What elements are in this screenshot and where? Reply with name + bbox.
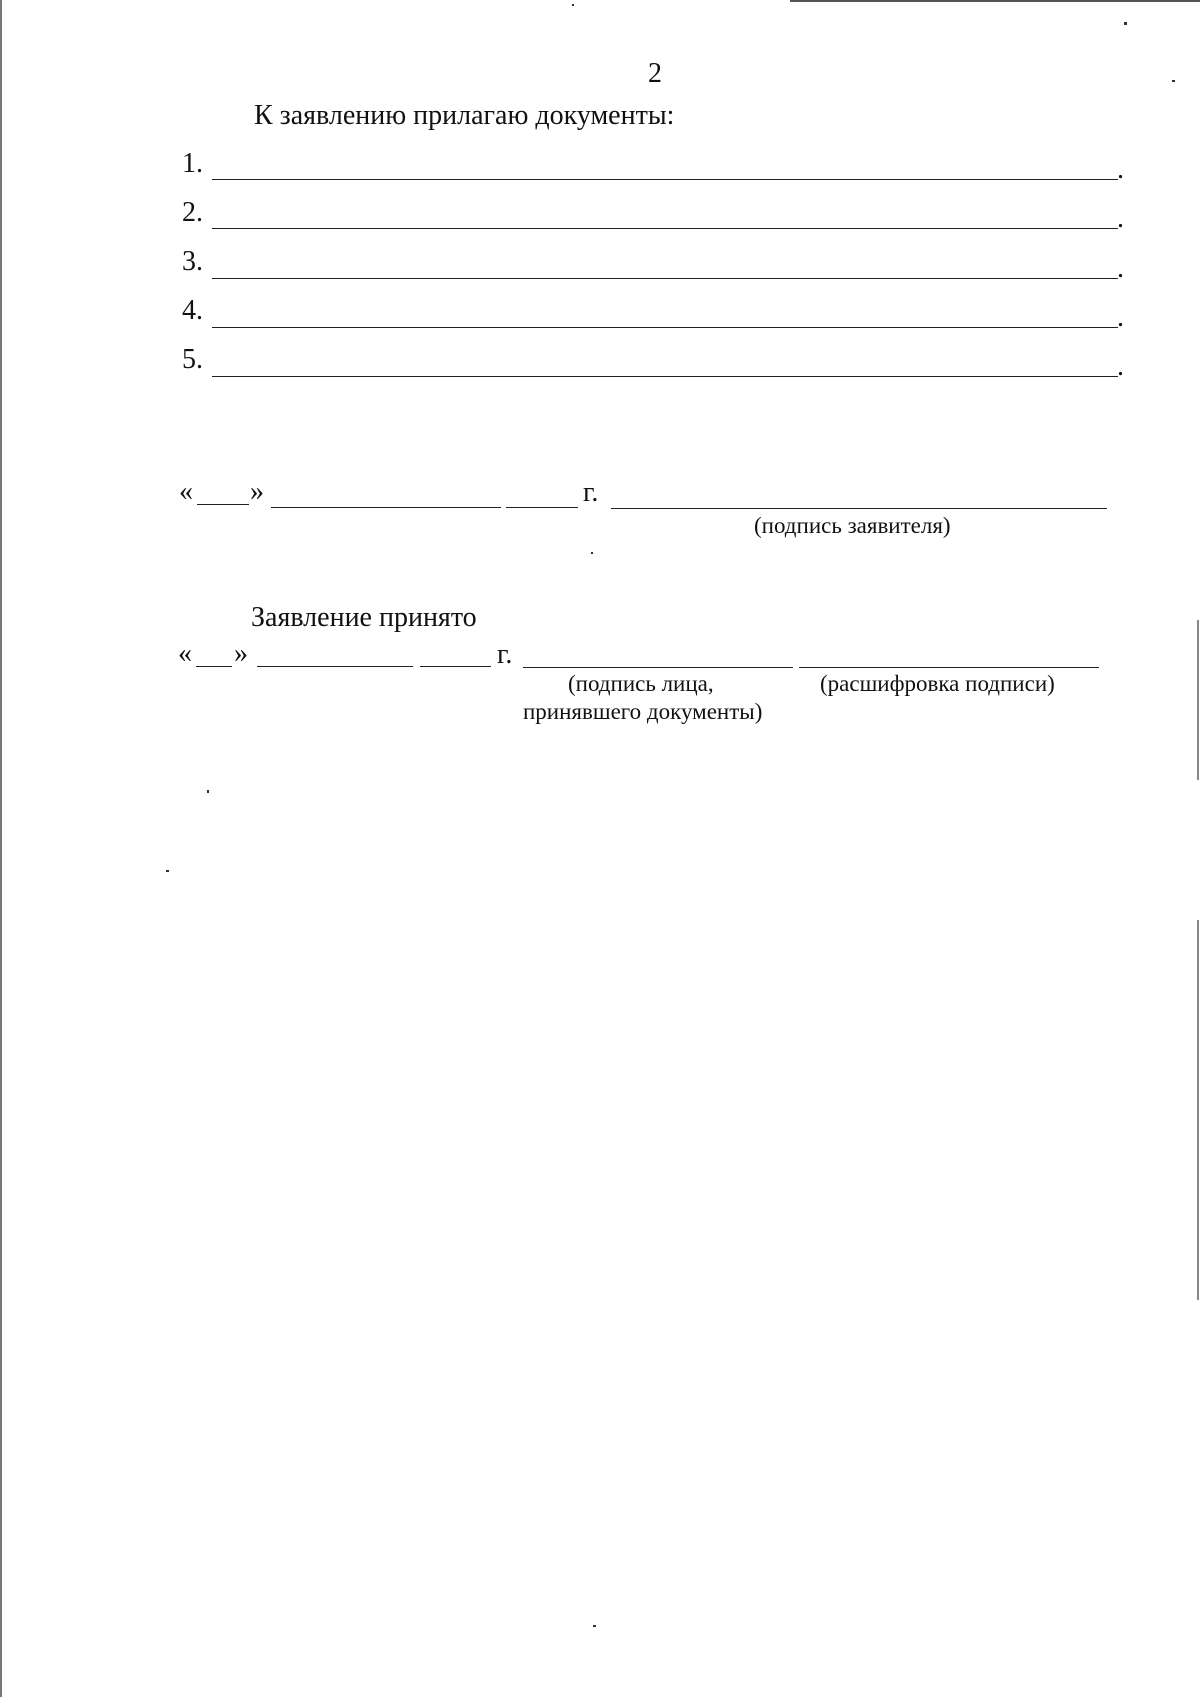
date-open-quote: « bbox=[179, 476, 193, 507]
scan-speck bbox=[1124, 22, 1127, 25]
attachment-line[interactable] bbox=[212, 228, 1118, 229]
acceptance-decoding-caption: (расшифровка подписи) bbox=[820, 671, 1055, 696]
attachment-line[interactable] bbox=[212, 278, 1118, 279]
scan-speck bbox=[593, 1625, 596, 1627]
scan-edge-right-1 bbox=[1197, 620, 1199, 780]
acceptance-month-field[interactable] bbox=[257, 666, 413, 667]
attachment-end-mark: . bbox=[1117, 154, 1124, 185]
scan-speck bbox=[166, 870, 169, 872]
attachment-end-mark: . bbox=[1117, 253, 1124, 284]
acceptance-title: Заявление принято bbox=[251, 602, 477, 633]
attachment-end-mark: . bbox=[1117, 302, 1124, 333]
attachment-line[interactable] bbox=[212, 327, 1118, 328]
scan-speck bbox=[1172, 80, 1175, 82]
acceptance-decoding-field[interactable] bbox=[799, 667, 1099, 668]
applicant-signature-field[interactable] bbox=[611, 508, 1107, 509]
acceptance-signature-caption-line2: принявшего документы) bbox=[523, 699, 763, 724]
acceptance-signature-field[interactable] bbox=[523, 667, 793, 668]
scan-edge-top-right bbox=[790, 0, 1200, 2]
attachment-line[interactable] bbox=[212, 376, 1118, 377]
attachment-end-mark: . bbox=[1117, 351, 1124, 382]
acceptance-close-quote: » bbox=[234, 638, 248, 669]
acceptance-day-field[interactable] bbox=[196, 666, 232, 667]
attachment-number: 4. bbox=[182, 295, 203, 326]
year-field[interactable] bbox=[506, 507, 578, 508]
attachment-number: 3. bbox=[182, 246, 203, 277]
scan-edge-left bbox=[0, 0, 2, 1697]
attachment-line[interactable] bbox=[212, 179, 1118, 180]
applicant-signature-caption: (подпись заявителя) bbox=[754, 513, 951, 538]
attachment-number: 1. bbox=[182, 148, 203, 179]
attachment-number: 5. bbox=[182, 344, 203, 375]
month-field[interactable] bbox=[271, 507, 501, 508]
acceptance-open-quote: « bbox=[178, 638, 192, 669]
scan-edge-right-2 bbox=[1197, 920, 1199, 1300]
scan-speck bbox=[591, 552, 593, 554]
page-number: 2 bbox=[648, 58, 662, 89]
scan-speck bbox=[572, 4, 574, 6]
day-field[interactable] bbox=[197, 504, 249, 505]
attachments-heading: К заявлению прилагаю документы: bbox=[254, 100, 675, 131]
attachment-end-mark: . bbox=[1117, 203, 1124, 234]
year-suffix: г. bbox=[583, 477, 599, 508]
date-close-quote: » bbox=[250, 476, 264, 507]
acceptance-year-suffix: г. bbox=[497, 639, 513, 670]
scan-speck bbox=[207, 790, 209, 793]
acceptance-year-field[interactable] bbox=[420, 666, 491, 667]
acceptance-signature-caption-line1: (подпись лица, bbox=[568, 671, 714, 696]
attachment-number: 2. bbox=[182, 197, 203, 228]
